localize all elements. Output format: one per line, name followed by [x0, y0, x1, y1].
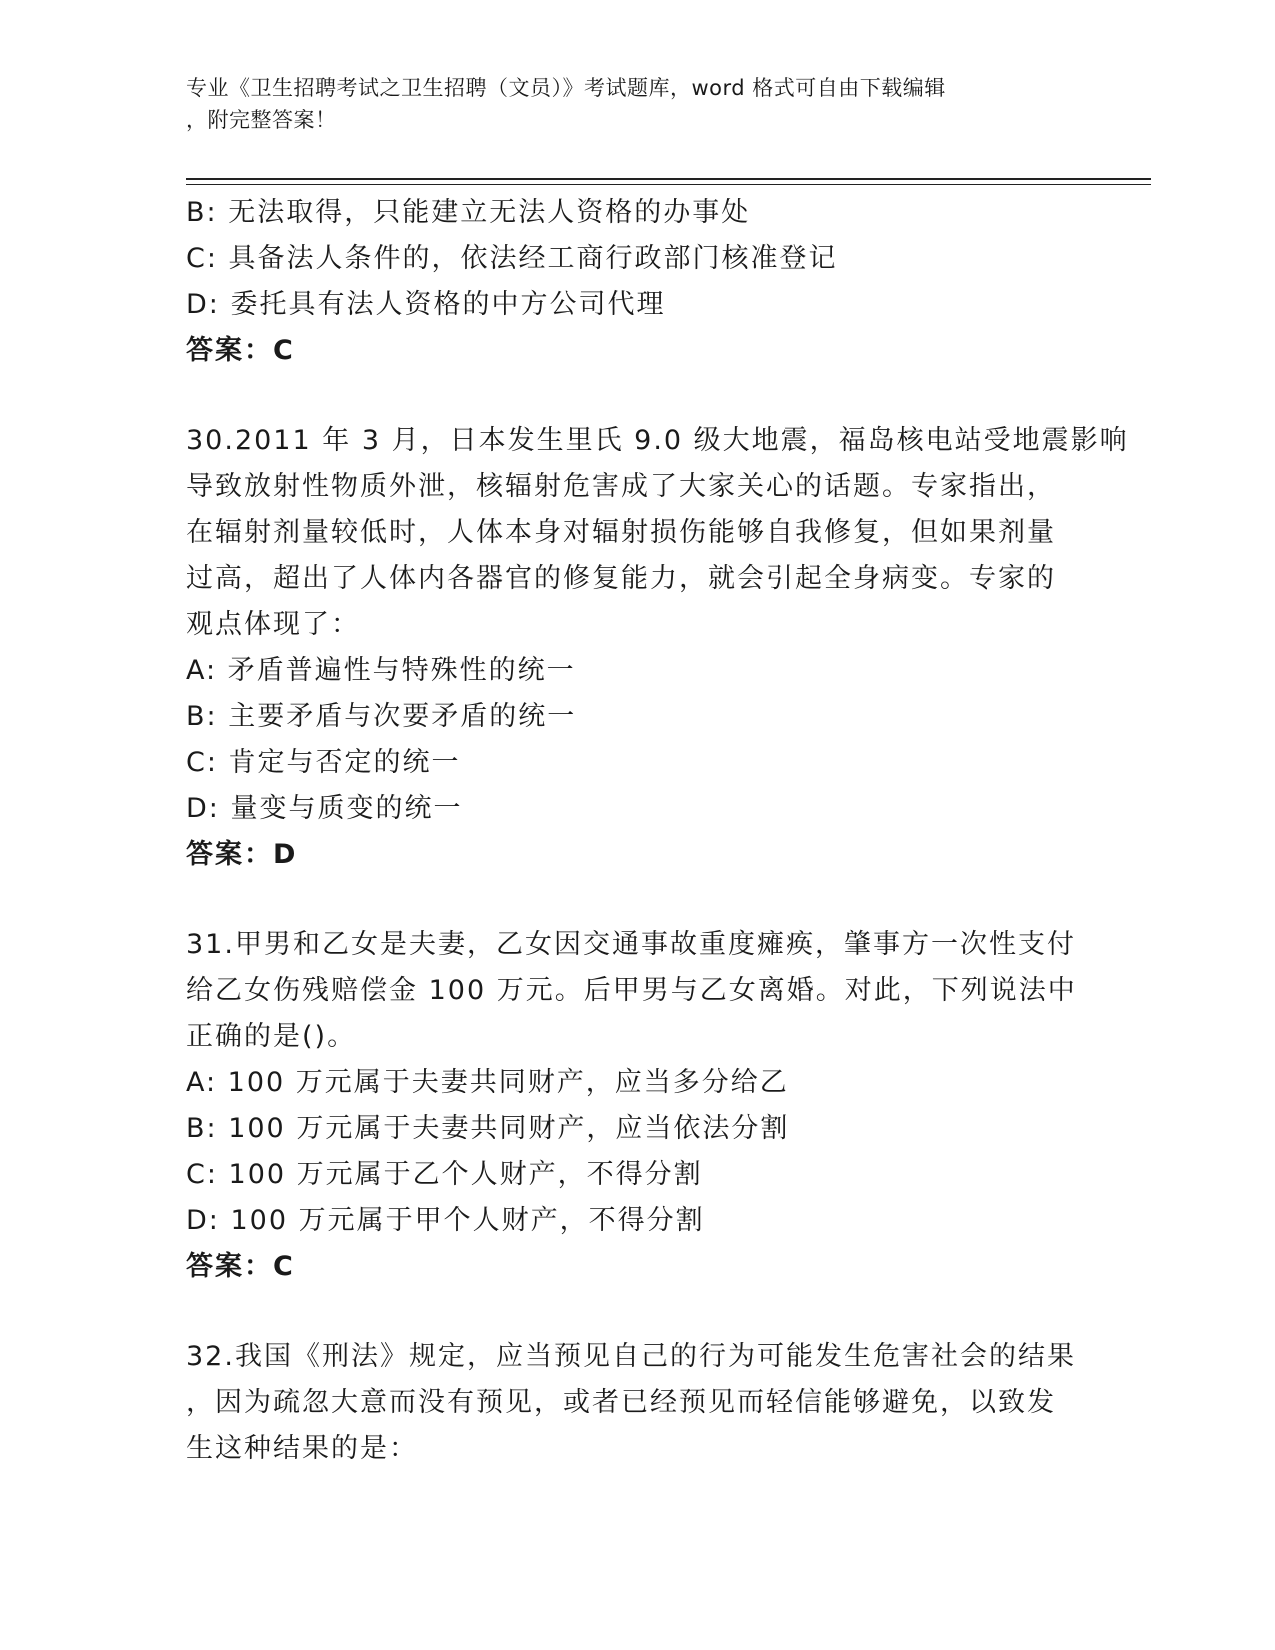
question-32	[186, 1334, 1086, 1472]
question-stem-line: ，因为疏忽大意而没有预见，或者已经预见而轻信能够避免，以致发	[186, 1387, 1056, 1418]
question-stem-line: 32.我国《刑法》规定，应当预见自己的行为可能发生危害社会的结果	[186, 1341, 1076, 1372]
header-line-1: 专业《卫生招聘考试之卫生招聘（文员）》考试题库，word 格式可自由下载编辑	[186, 76, 946, 100]
answer-line: 答案：D	[186, 839, 298, 870]
question-stem-line: 观点体现了：	[186, 609, 360, 640]
spacer	[186, 374, 1086, 418]
option-d: D: 委托具有法人资格的中方公司代理	[186, 289, 666, 320]
previous-question-block	[186, 190, 1086, 374]
option-c: C: 100 万元属于乙个人财产，不得分割	[186, 1159, 703, 1190]
option-a: A: 100 万元属于夫妻共同财产，应当多分给乙	[186, 1067, 789, 1098]
option-b: B: 无法取得，只能建立无法人资格的办事处	[186, 197, 751, 228]
question-stem-line: 导致放射性物质外泄，核辐射危害成了大家关心的话题。专家指出，	[186, 471, 1056, 502]
option-c: C: 具备法人条件的，依法经工商行政部门核准登记	[186, 243, 838, 274]
question-stem-line: 正确的是()。	[186, 1021, 357, 1052]
question-content	[186, 190, 1129, 1472]
question-stem-line: 31.甲男和乙女是夫妻，乙女因交通事故重度瘫痪，肇事方一次性支付	[186, 929, 1076, 960]
question-stem-line: 生这种结果的是：	[186, 1433, 418, 1464]
header-divider-thick	[186, 178, 1151, 180]
answer-line: 答案：C	[186, 335, 295, 366]
spacer	[186, 1290, 1086, 1334]
spacer	[186, 878, 1086, 922]
question-stem-line: 过高，超出了人体内各器官的修复能力，就会引起全身病变。专家的	[186, 563, 1056, 594]
option-b: B: 主要矛盾与次要矛盾的统一	[186, 701, 577, 732]
page-header	[186, 72, 1076, 136]
answer-line: 答案：C	[186, 1251, 295, 1282]
option-d: D: 量变与质变的统一	[186, 793, 463, 824]
option-c: C: 肯定与否定的统一	[186, 747, 461, 778]
question-stem-line: 30.2011 年 3 月，日本发生里氏 9.0 级大地震，福岛核电站受地震影响	[186, 425, 1129, 456]
option-d: D: 100 万元属于甲个人财产，不得分割	[186, 1205, 705, 1236]
question-31	[186, 922, 1086, 1290]
question-30	[186, 418, 1129, 878]
option-b: B: 100 万元属于夫妻共同财产，应当依法分割	[186, 1113, 790, 1144]
option-a: A: 矛盾普遍性与特殊性的统一	[186, 655, 576, 686]
question-stem-line: 在辐射剂量较低时，人体本身对辐射损伤能够自我修复，但如果剂量	[186, 517, 1056, 548]
header-divider-thin	[186, 184, 1151, 185]
question-stem-line: 给乙女伤残赔偿金 100 万元。后甲男与乙女离婚。对此，下列说法中	[186, 975, 1077, 1006]
header-line-2: ，附完整答案！	[186, 108, 337, 132]
